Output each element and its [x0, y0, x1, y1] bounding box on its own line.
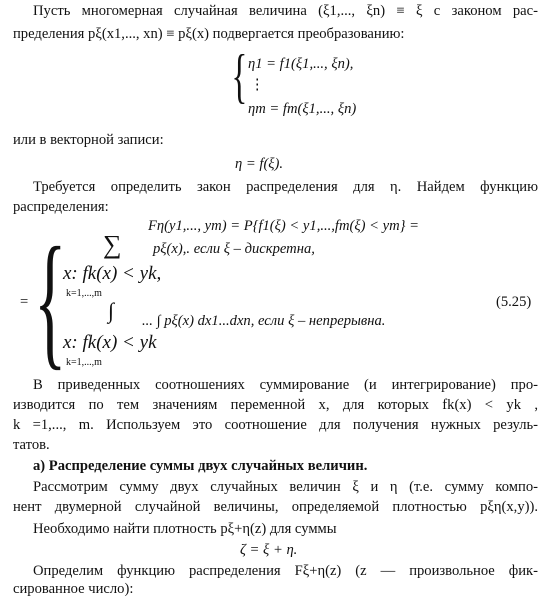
paragraph-3-line-4: татов. — [13, 437, 50, 453]
sum-term: pξ(x),. если ξ – дискретна, — [153, 241, 315, 257]
paragraph-1-line-1: Пусть многомерная случайная величина (ξ1,..., ξn) ≡ ξ с законом рас- — [33, 3, 538, 19]
sum-symbol: ∑ — [103, 230, 122, 259]
paragraph-2-line-1: Требуется определить закон распределения для η. Найдем функцию — [33, 179, 538, 195]
system-dots: ⋮ — [250, 77, 265, 93]
vector-equation: η = f(ξ). — [235, 156, 284, 172]
system-equation-1: η1 = f1(ξ1,..., ξn), — [248, 56, 354, 72]
sum-condition: x: fk(x) < yk, — [63, 263, 162, 284]
sum-equation: ζ = ξ + η. — [240, 542, 298, 558]
vector-intro: или в векторной записи: — [13, 132, 164, 148]
paragraph-6-line-1: Определим функцию распределения Fξ+η(z) (z — произвольное фик- — [33, 563, 538, 579]
equation-number: (5.25) — [496, 294, 532, 310]
integral-term: ... ∫ pξ(x) dx1...dxn, если ξ – непрерывна. — [142, 313, 386, 329]
integral-condition: x: fk(x) < yk — [63, 332, 157, 353]
paragraph-6-line-2: сированное число): — [13, 581, 134, 597]
paragraph-3-line-1: В приведенных соотношениях суммирование (и интегрирование) про- — [33, 377, 538, 393]
paragraph-3-line-2: изводится по тем значениям переменной x, для которых fk(x) < yk , — [13, 397, 538, 413]
paragraph-4-line-1: Рассмотрим сумму двух случайных величин ξ и η (т.е. сумму компо- — [33, 479, 538, 495]
integral-range: k=1,...,m — [66, 357, 102, 368]
system-equation-m: ηm = fm(ξ1,..., ξn) — [248, 101, 357, 117]
sum-range: k=1,...,m — [66, 288, 102, 299]
paragraph-5: Необходимо найти плотность pξ+η(z) для суммы — [33, 521, 337, 537]
paragraph-2-line-2: распределения: — [13, 199, 109, 215]
system-brace: { — [231, 43, 248, 109]
paragraph-1-line-2: пределения pξ(x1,..., xn) ≡ pξ(x) подвергается преобразованию: — [13, 26, 405, 42]
section-heading: а) Распределение суммы двух случайных величин. — [33, 458, 368, 474]
integral-symbol: ∫ — [108, 298, 115, 323]
distribution-function: Fη(y1,..., ym) = P{f1(ξ) < y1,...,fm(ξ) < ym} = — [148, 218, 419, 234]
paragraph-3-line-3: k =1,..., m. Используем это соотношение для получения нужных резуль- — [13, 417, 538, 433]
cases-brace: { — [34, 217, 67, 383]
paragraph-4-line-2: нент двумерной случайной величины, определяемой плотностью pξη(x,y)). — [13, 499, 538, 515]
cases-equals-sign: = — [20, 294, 29, 310]
